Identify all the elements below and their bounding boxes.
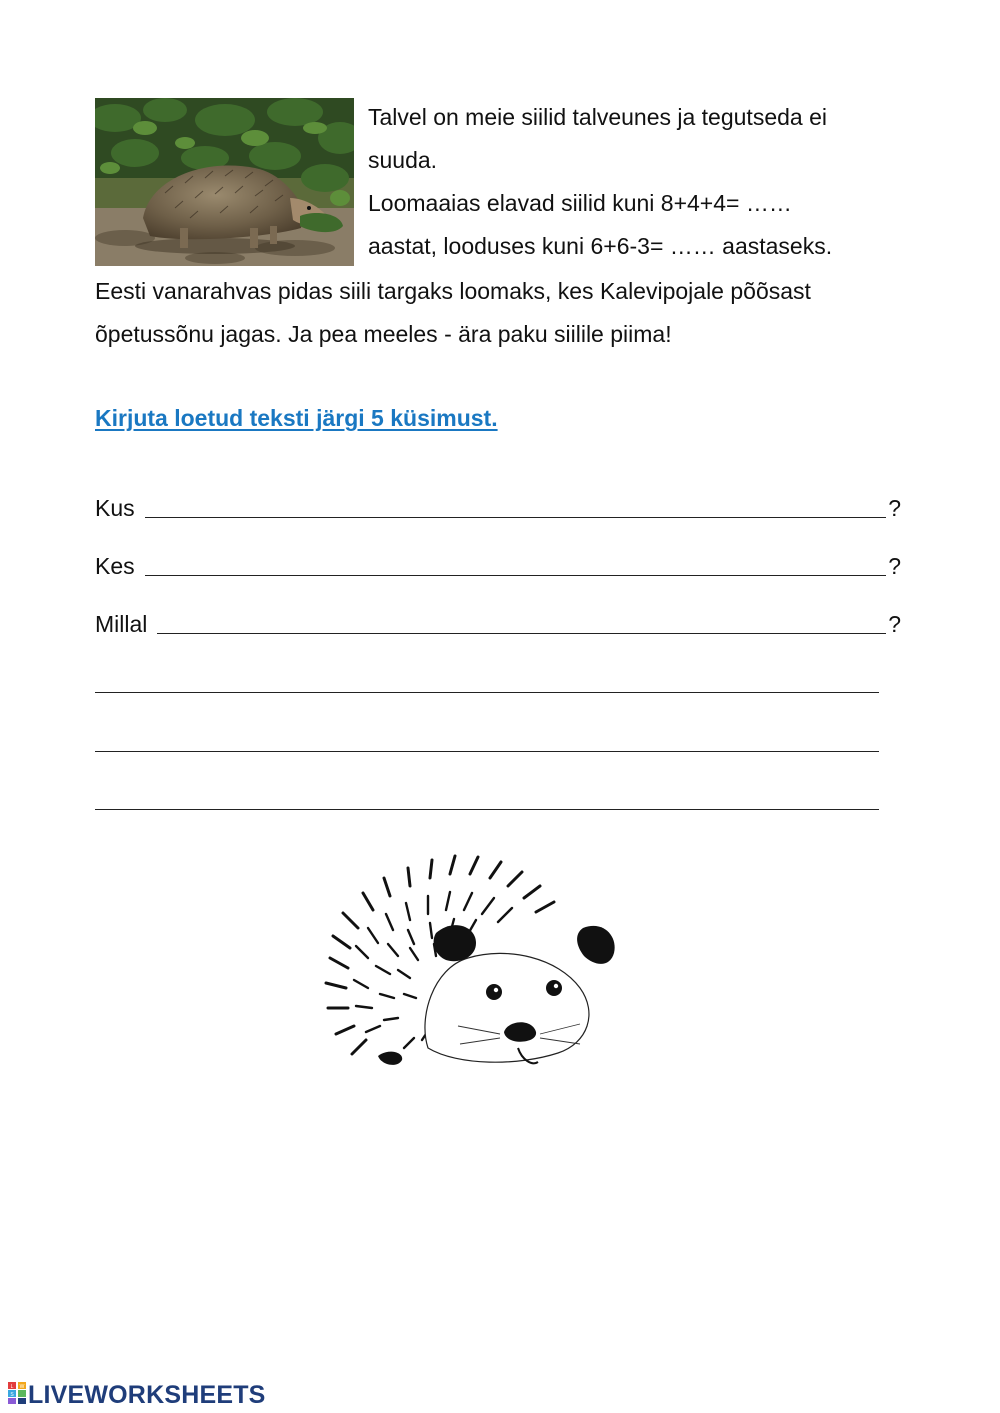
reading-line: Loomaaias elavad siilid kuni 8+4+4= ……	[368, 190, 792, 216]
answer-line[interactable]	[95, 692, 879, 693]
hedgehog-sketch-icon	[318, 848, 623, 1076]
brand-name: LIVEWORKSHEETS	[28, 1381, 266, 1409]
brand-logo	[8, 1381, 266, 1410]
answer-line[interactable]	[145, 516, 887, 518]
reading-line: õpetussõnu jagas. Ja pea meeles - ära paku siilile piima!	[95, 321, 672, 347]
answer-line[interactable]	[95, 751, 879, 752]
reading-text-right	[368, 96, 832, 268]
reading-line: Talvel on meie siilid talveunes ja tegutseda ei	[368, 104, 827, 130]
hedgehog-photo	[95, 98, 354, 266]
question-word: Millal	[95, 611, 148, 637]
question-word: Kes	[95, 553, 135, 579]
reading-line: suuda.	[368, 147, 438, 173]
question-mark: ?	[888, 495, 901, 521]
logo-letter: L	[10, 1384, 14, 1390]
answer-line[interactable]	[95, 809, 879, 810]
task-title: Kirjuta loetud teksti järgi 5 küsimust.	[95, 405, 498, 431]
question-row-kus[interactable]	[95, 492, 901, 522]
question-row-millal[interactable]	[95, 608, 901, 638]
answer-line[interactable]	[157, 632, 886, 634]
answer-line[interactable]	[145, 574, 887, 576]
logo-letter: S	[10, 1392, 14, 1398]
reading-text-full	[95, 270, 811, 356]
reading-line: aastat, looduses kuni 6+6-3= …… aastaseks.	[368, 233, 833, 259]
reading-line: Eesti vanarahvas pidas siili targaks loomaks, kes Kalevipojale põõsast	[95, 278, 811, 304]
logo-letter: W	[19, 1384, 25, 1390]
liveworksheets-logo-icon	[8, 1382, 26, 1409]
question-row-kes[interactable]	[95, 550, 901, 580]
question-mark: ?	[888, 553, 901, 579]
question-mark: ?	[888, 611, 901, 637]
question-word: Kus	[95, 495, 135, 521]
